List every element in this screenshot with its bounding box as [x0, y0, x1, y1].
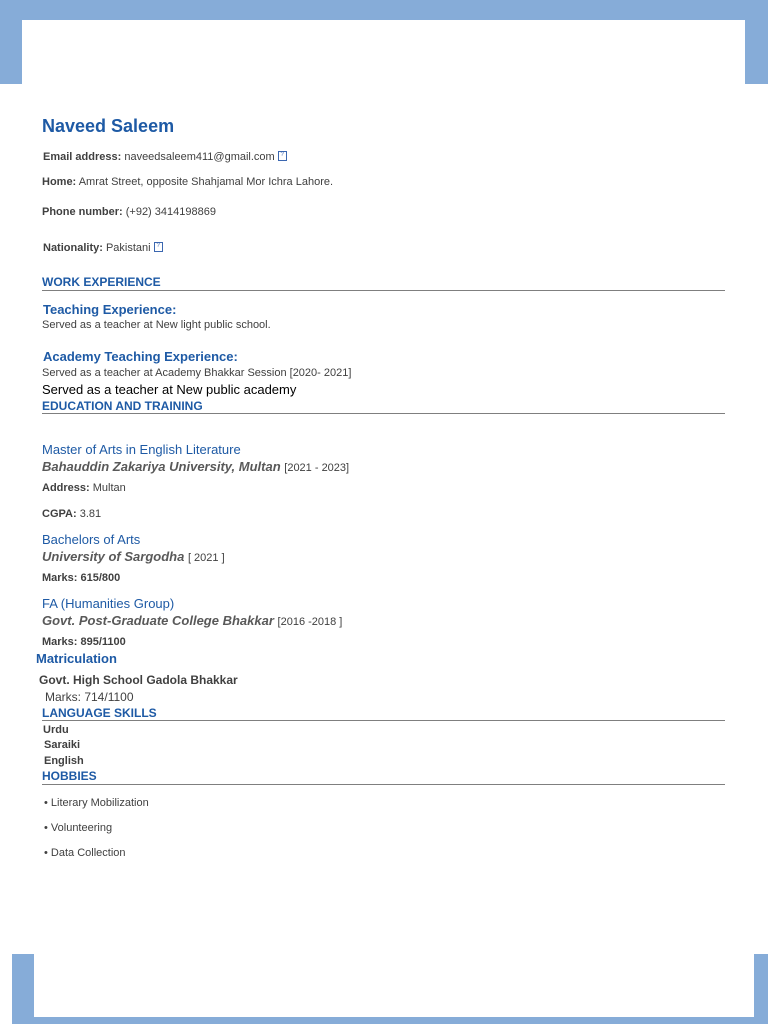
ba-marks: Marks: 615/800: [42, 572, 121, 584]
hobby-item: • Volunteering: [44, 822, 113, 834]
placeholder-glyph-icon: ?: [278, 151, 287, 161]
ma-address-value: Multan: [92, 482, 126, 494]
ba-institution: [42, 549, 225, 564]
nationality-row: [43, 242, 163, 254]
academy-experience-desc-2: Served as a teacher at New public academy: [42, 382, 297, 397]
academy-experience-desc: Served as a teacher at Academy Bhakkar Session [2020- 2021]: [42, 367, 352, 379]
section-divider: [42, 784, 725, 785]
language-skills-heading: LANGUAGE SKILLS: [42, 706, 157, 720]
teaching-experience-title: Teaching Experience:: [43, 302, 177, 317]
phone-value: (+92) 3414198869: [125, 206, 216, 218]
matriculation-school: Govt. High School Gadola Bhakkar: [39, 673, 238, 687]
frame-right-top-border: [745, 0, 768, 84]
candidate-name: Naveed Saleem: [42, 116, 175, 136]
hobby-item: • Data Collection: [44, 847, 126, 859]
teaching-experience-desc: Served as a teacher at New light public school.: [42, 319, 271, 331]
hobby-item: • Literary Mobilization: [44, 797, 149, 809]
education-heading: EDUCATION AND TRAINING: [42, 399, 203, 413]
ma-address-label: Address:: [42, 482, 90, 494]
nationality-value: Pakistani: [105, 242, 151, 254]
fa-institution: [42, 613, 342, 628]
placeholder-glyph-icon: ?: [154, 242, 163, 252]
home-row: [42, 176, 333, 188]
matriculation-marks: Marks: 714/1100: [45, 690, 134, 704]
section-divider: [42, 290, 725, 291]
frame-left-bottom-border: [12, 954, 34, 1024]
academy-experience-title: Academy Teaching Experience:: [43, 349, 238, 364]
language-item: Urdu: [43, 724, 69, 736]
home-label: Home:: [42, 176, 77, 188]
language-item: Saraiki: [44, 739, 81, 751]
ma-degree-title: Master of Arts in English Literature: [42, 442, 241, 457]
fa-degree-title: FA (Humanities Group): [42, 596, 175, 611]
nationality-label: Nationality:: [43, 242, 103, 254]
ba-years: [ 2021 ]: [187, 552, 225, 564]
phone-label: Phone number:: [42, 206, 123, 218]
hobbies-heading: HOBBIES: [42, 769, 97, 783]
ma-cgpa-value: 3.81: [79, 508, 102, 520]
email-value[interactable]: naveedsaleem411@gmail.com: [124, 151, 275, 163]
email-row: [43, 151, 287, 163]
frame-top-border: [0, 0, 768, 20]
ma-years: [2021 - 2023]: [284, 462, 350, 474]
ma-institution-name: Bahauddin Zakariya University, Multan: [42, 459, 281, 474]
section-divider: [42, 720, 725, 721]
ba-institution-name: University of Sargodha: [42, 549, 185, 564]
ma-cgpa-label: CGPA:: [42, 508, 77, 520]
phone-row: [42, 206, 216, 218]
fa-marks: Marks: 895/1100: [42, 636, 126, 648]
frame-left-top-border: [0, 0, 22, 84]
fa-years: [2016 -2018 ]: [277, 616, 343, 628]
email-label: Email address:: [43, 151, 122, 163]
home-value: Amrat Street, opposite Shahjamal Mor Ichra Lahore.: [78, 176, 334, 188]
ma-address-row: [42, 482, 126, 494]
matriculation-title: Matriculation: [36, 651, 117, 666]
ma-cgpa-row: [42, 508, 101, 520]
fa-institution-name: Govt. Post-Graduate College Bhakkar: [42, 613, 274, 628]
section-divider: [42, 413, 725, 414]
frame-right-bottom-border: [754, 954, 768, 1024]
ba-degree-title: Bachelors of Arts: [42, 532, 141, 547]
language-item: English: [44, 755, 84, 767]
work-experience-heading: WORK EXPERIENCE: [42, 275, 161, 289]
frame-bottom-border: [12, 1017, 768, 1024]
ma-institution: [42, 459, 349, 474]
